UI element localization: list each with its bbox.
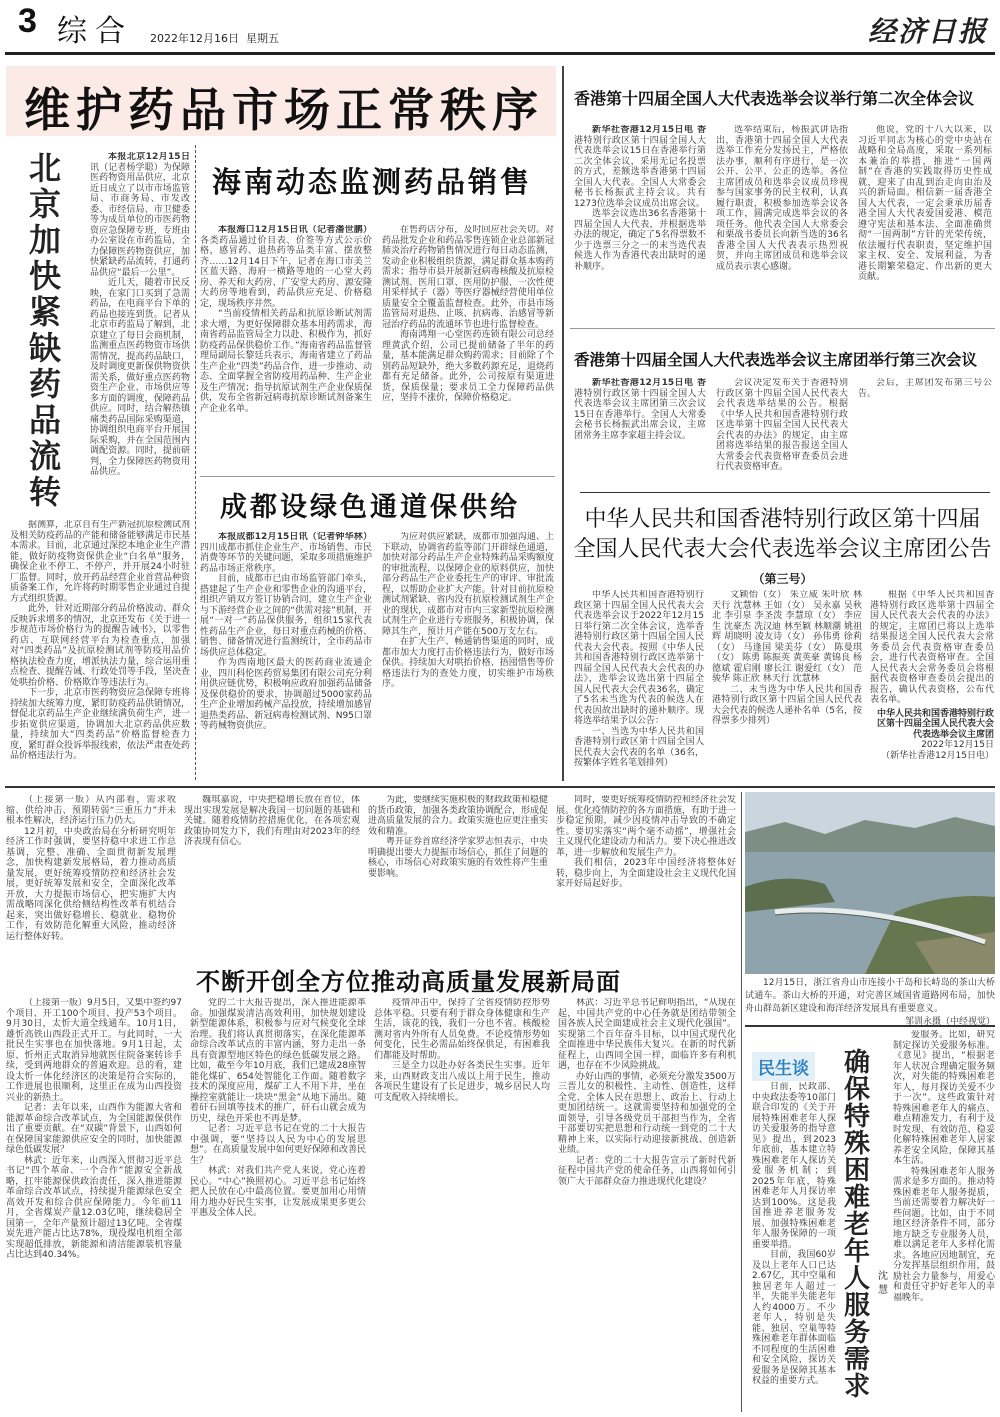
hk-presidium-col2: 会议决定发布关于香港特别行政区第十四届全国人民代表大会代表选举结果的公告。根据《中华人民共和国香港特别行政区选举第十四届全国人民代表大会代表的办法》的规定，由主席团将选举结果的报告报送全国人大常委会代表资格审查委员会进行代表资格审查。 — [716, 378, 848, 472]
notice-col2: 文颖怡（女） 朱立威 朱叶欣 林天行 沈慧林 王如（女） 吴永嘉 吴秋北 李引泉 李圣泼 李慧琼（女） 李应生 沈豪杰 冼汉迪 林至颖 林顺潮 姚祖辉 胡晓明 凌友诗（女） 孙伟勇 徐莉（女） 马逢国 梁美芬（女） 陈曼琪（女） 陈勇 陈振英 黄英豪 黄锦良 杨德斌 霍启刚 廖长江 谢爱红（女） 范骏华 陈正欣 林天行 沈慧林 二、未当选为中华人民共和国香港特别行政区第十四届全国人民代表大会代表的候选人递补名单（5名，按得票多少排列） — [712, 590, 862, 726]
hk-election-col1: 新华社香港12月15日电 香港特别行政区第十四届全国人大代表选举会议15日在香港举行第二次全体会议，采用无记名投票的方式，差额选举香港第十四届全国人大代表。全国人大常委会秘书长杨振武主持会议。共有1273位选举会议成员出席会议。 选举会议选出36名香港第十四届全国人大代表，并根据选举办法的规定，确定了5名得票数不少于选票三分之一的未当选代表候选人作为香港代表出缺时的递补顺序。 — [574, 125, 706, 272]
hk-election-headline: 香港第十四届全国人大代表选举会议举行第二次全体会议 — [574, 89, 975, 108]
photo-caption: 12月15日，浙江省舟山市连接小干岛和长峙岛的茶山大桥试通车。茶山大桥的开通，对完善区域国省道路网布局，加快舟山群岛新区建设和海洋经济发展具有重要意义。 邹训永摄（中经视觉） — [745, 978, 995, 1027]
hk-election-col2: 选举结束后，杨振武讲话指出，香港第十四届全国人大代表选举工作充分发扬民主，严格依法办事，顺利有序进行，是一次公开、公平、公正的选举。各位主席团成员和选举会议成员珍视参与国家事务的民主权利，认真履行职责，积极参加选举会议各项工作，圆满完成选举会议的各项任务。他代表全国人大常委会和栗战书委员长向新当选的36名香港全国人大代表表示热烈祝贺，并向主席团成员和选举会议成员表示衷心感谢。 — [716, 125, 848, 272]
section-name: 综合 — [57, 14, 133, 49]
issue-date: 2022年12月16日 星期五 — [150, 32, 279, 45]
page-number: 3 — [18, 2, 37, 40]
hainan-headline: 海南动态监测药品销售 — [212, 165, 533, 199]
continued-col2: 魏琪嘉说，中央把稳增长放在首位，体现出实现发展是解决我国一切问题的基础和关键。随着疫情防控措施优化，在各项宏观政策协同发力下，我们有理由对2023年的经济表现有信心。 — [184, 795, 360, 847]
interview-col4: 林武：习近平总书记鲜明指出，“从现在起，中国共产党的中心任务就是团结带领全国各族人民全面建成社会主义现代化强国”。实现第二个百年奋斗目标，以中国式现代化全面推进中华民族伟大复兴。在新的时代新征程上，山西同全国一样，面临许多有利机遇，也存在不少风险挑战。 办好山西的事情，必须充分激发3500万三晋儿女的积极性、主动性、创造性，这样全党、全体人民在思想上、政治上、行动上更加团结统一。这就需要坚持和加强党的全面领导，引导各级党员干部担当作为，全省干部要切实把思想和行动统一到党的二十大精神上来，以实际行动迎接新挑战、创造新业绩。 记者：党的二十大报告宣示了新时代新征程中国共产党的使命任务，山西将如何引领广大干部群众奋力推进现代化建设？ — [558, 998, 736, 1187]
bridge-photo-image — [745, 792, 995, 974]
bridge-photo — [745, 792, 995, 974]
hainan-article-col2: 在售药店分布，及时回应社会关切。对药品批发企业和药品零售连锁企业总部新冠肺炎治疗药物销售情况进行每日动态监测，发动企业积极组织货源，满足群众基本购药需求；指导市县开展新冠病毒核酸及抗原检测试剂、医用口罩、医用防护服、一次性使用采样拭子（器）等医疗器械经营使用单位质量安全全覆盖监督检查。此外，市县市场监管局对退热、止咳、抗病毒、治感冒等新冠治疗药品的流通环节也进行监督检查。 海南鸿翔一心堂医药连锁有限公司总经理黄武介绍，公司已提前储备了半年的药量，基本能满足群众购药需求；目前除了个别药品短缺外，绝大多数药源充足，退烧药都有充足储备。此外，公司按原有渠道进货，保质保量；要求员工全力保障药品供应，坚持不涨价，保障价格稳定。 — [382, 225, 554, 403]
hainan-article-col1: 本报海口12月15日讯（记者潘世鹏）各类药品通过价目表、价签等方式公示价格，感冒药、退热药等品类丰富、摆放整齐……12月14日下午，记者在海口市美兰区蓝天路、海府一横路等地的一心堂大药房、养天和大药房、广安堂大药房、源安隆大药房等地看到，药品供应充足、价格稳定，现场秩序井然。 “当前疫情相关药品和抗原诊断试剂需求大增，为更好保障群众基本用药需求，海南省药品监管局全力以赴、积极作为，抓好防疫药品保供稳价工作。”海南省药品监督管理局副局长黎廷兵表示，海南省建立了药品生产企业“四类”药品合作，进一步推动、动态、全面掌握全省防疫用药品种、生产企业及生产情况；指导抗原试剂生产企业保质保供，发布全省新冠病毒抗原诊断试剂备案生产企业名单。 — [200, 225, 372, 414]
chengdu-headline: 成都设绿色通道保供给 — [220, 492, 520, 523]
beijing-article-cont: 据测算，北京自有生产新冠抗原检测试剂及相关防疫药品的产能和储备能够满足市民基本需求。目前，北京通过深挖本地企业生产潜能，做好防疫物资保供企业“白名单”服务，确保企业不停工、不停产，并开展24小时驻厂监督。同时，放开药品经营企业首营品种资质备案工作，允许将药时期零售企业通过自提方式组织货源。 此外，针对近期部分药品价格波动、群众反映诉求增多的情况，北京还发布《关于进一步规范市场价格行为的提醒告诫书》，以零售药店、互联网经营平台为检查重点，加强对“四类药品”及抗原检测试剂等防疫用品价格执法检查力度，增派执法力量，综合运用重点检查、提醒告诫、行政处罚等手段，坚决查处哄抬价格、价格欺诈等违法行为。 下一步，北京市医药物资应急保障专班将持续加大统筹力度，紧盯防疫药品供销情况，督促北京药品生产企业继续满负荷生产，进一步拓宽供应渠道，协调加大北京药品供应数量，持续加大“四类药品”价格监督检查力度，紧盯群众投诉举报线索，依法严肃查处药品价格违法行为。 — [10, 520, 190, 761]
photo-credit: 邹训永摄（中经视觉） — [904, 1017, 995, 1027]
continued-col3: 为此，要继续实施积极的财政政策和稳健的货币政策，加强各类政策协调配合，形成促进高质量发展的合力。政策实施也应更注重实效和精准。 粤开证券首席经济学家罗志恒表示，中央明确提出要大力提振市场信心，抓住了问题的核心，市场信心对政策实施的有效性将产生重要影响。 — [368, 795, 548, 879]
notice-date: 2022年12月15日 — [921, 740, 994, 750]
opinion-col1: 日前，民政部、中央政法委等10部门联合印发的《关于开展特殊困难老年人探访关爱服务的指导意见》提出，到2023年底前，基本建立特殊困难老年人探访关爱服务机制；到2025年年底，特殊困难老年人月探访率达到100%。这是我国推进养老服务发展、加强特殊困难老年人服务保障的一项重要举措。 目前，我国60岁及以上老年人口已达2.67亿，其中空巢和独居老年人超过一半，失能半失能老年人约4000万。不少老年人，特别是失能、独居、空巢等特殊困难老年群体面临不同程度的生活困难和安全风险，探访关爱服务是保障其基本权益的重要方式。 — [752, 1082, 836, 1386]
notice-number: （第三号） — [752, 572, 813, 586]
section-banner — [6, 66, 556, 136]
notice-col3: 根据《中华人民共和国香港特别行政区选举第十四届全国人民代表大会代表的办法》的规定，主席团已将以上选举结果报送全国人民代表大会常务委员会代表资格审查委员会，进行代表资格审查。全国人民代表大会常务委员会将根据代表资格审查委员会提出的报告，确认代表资格，公布代表名单。 中华人民共和国香港特别行政区第十四届全国人民代表大会代表选举会议主席团 2022年12月15日 （新华社香港12月15日电） — [870, 590, 994, 761]
interview-col3: 疫情冲击中，保持了全省疫情防控形势总体平稳。只要有利于群众身体健康和生产生活，该花的钱，我们一分也不省。核酸检测对省内外所有人员免费。不论疫情形势如何变化，民生必需品始终保供足，有困难我们都能及时帮助。 三是全力以赴办好各类民生实事。近年来，山西财政支出八成以上用于民生，推动各项民生建设有了长足进步，城乡居民人均可支配收入持续增长。 — [374, 998, 550, 1103]
column-divider — [195, 145, 196, 780]
beijing-article: 本报北京12月15日讯（记者杨学聪）为保障医药物资用品供应，北京近日成立了以市市场监管局、市商务局、市发改委、市经信局、市卫健委等为成员单位的市医药物资应急保障专班，专班由办公室设在市药监局，全力保障医药物资供应，加快紧缺药品流转，打通药品供应“最后一公里”。 近几天，随着市民反映，在家门口买到了急需药品，在电商平台下单的药品也接连到货。记者从北京市药监局了解到，北京建立了每日会商机制，监测重点医药物资市场供需情况，提高药品缺口，及时调度更新保供物资供需关系，做好重点医药物资生产企业、市场供应等多方面的调度，保障药品供应。同时，结合解热镇痛类药品国际采购渠道，协调组织电商平台开展国际采购，并在全国范围内调配资源。同时，提前研判，全力保障医药物资用品供应。 — [90, 152, 190, 477]
chengdu-article-col2: 为应对供应紧缺，成都市加强沟通、上下联动，协调省药监等部门开辟绿色通道，加快对部分药品生产企业特殊药品采购额度的审批流程，以保障企业的原料供应，加快部分药品生产企业委托生产的审评、审批流程，以帮助企业扩大产能。针对目前抗原检测试剂紧缺、省内没有抗原检测试剂生产企业的现状，成都市对市内三家新型抗原检测试剂生产企业进行专班服务，积极协调，保障其生产，预计月产能在500万支左右。 在扩大生产、畅通销售渠道的同时，成都市加大力度打击价格违法行为，做好市场保供。持续加大对哄抬价格、捂囤惜售等价格违法行为的查处力度，切实维护市场秩序。 — [382, 532, 554, 689]
column-label: 民生谈 — [752, 1052, 815, 1081]
opinion-author: 沈慧 — [878, 1271, 888, 1296]
notice-signature: 中华人民共和国香港特别行政区第十四届全国人民代表大会代表选举会议主席团 — [876, 708, 994, 740]
hk-presidium-col3: 会后，主席团发布第三号公告。 — [858, 378, 992, 399]
interview-col1: （上接第一版）9月5日，又集中签约97个项目、开工100个项目、投产53个项目。9月30日，太忻大道全线通车。10月1日，雄忻高铁山西段正式开工。与此同时，一大批民生实事也在加快落地。9月1日起，太原、忻州正式取消异地就医住院备案转诊手续，受到两地群众的普遍欢迎。总的看，建设太忻一体化经济区的决策是符合实际的，工作进展也很顺利，这里正在成为山西投资兴业的新热土。 记者：去年以来，山西作为能源大省和能源革命综合改革试点，为全国能源保供作出了重要贡献。在“双碳”背景下，山西如何在保障国家能源供应安全的同时，加快能源绿色低碳发展？ 林武：近年来，山西深入贯彻习近平总书记“四个革命、一个合作”能源安全新战略，扛牢能源保供政治责任，深入推进能源革命综合改革试点，持续提升能源绿色安全高效开发和综合供应保障能力。今年前11月，全省煤炭产量12.03亿吨，继续稳居全国第一，全年产量预计超过13亿吨。全省煤炭先进产能占比达78%，现役煤电机组全部实现超低排放，新能源和清洁能源装机容量占比达到40.34%。 — [6, 998, 182, 1260]
interview-headline: 不断开创全方位推动高质量发展新局面 — [196, 968, 621, 996]
chengdu-article-col1: 本报成都12月15日讯（记者钟华林）四川成都市抓住企业生产、市场销售、市民消费等环节的关键问题，采取多项措施维护药品市场正常秩序。 目前，成都市已由市场监管部门牵头，搭建起了生产企业和零售企业的沟通平台，组织产销双方签订协销合同，建立生产企业与下游经营企业之间的“供需对接”机制，开展“一对一”药品保供服务，组织15家代表性药品生产企业，每日对重点药械的价格、销售、储备情况进行监测统计，全市药品市场供应总体稳定。 作为西南地区最大的医药商业流通企业，四川科伦医药贸易集团有限公司充分利用供应链优势，积极响应政府加强药品储备及保供稳价的要求，协调超过5000家药品生产企业增加药械产品投放，持续增加感冒退热类药品、新冠病毒检测试剂、N95口罩等药械物资供应。 — [200, 532, 372, 731]
section-divider — [562, 66, 564, 781]
continued-col4: 同时，要更好统筹疫情防控和经济社会发展。优化疫情防控的各方面措施，有助于进一步稳定预期，减少因疫情冲击导致的不确定性。要切实落实“两个毫不动摇”，增强社会主义现代化建设动力和活力。要下决心推进改革，进一步解放和发展生产力。 我们相信，2023年中国经济将整体好转，稳步向上，为全面建设社会主义现代化国家开好局起好步。 — [556, 795, 736, 889]
banner-title: 维护药品市场正常秩序 — [24, 83, 544, 137]
hk-presidium-headline: 香港第十四届全国人大代表选举会议主席团举行第三次会议 — [574, 351, 978, 369]
notice-source: （新华社香港12月15日电） — [881, 750, 994, 761]
opinion-rule — [745, 1025, 995, 1027]
notice-title: 中华人民共和国香港特别行政区第十四届 全国人民代表大会代表选举会议主席团公告 — [573, 507, 992, 562]
opinion-headline: 确保特殊困难老年人服务需求 — [843, 1048, 870, 1402]
notice-col1: 中华人民共和国香港特别行政区第十四届全国人民代表大会代表选举会议于2022年12月15日举行第二次全体会议，选举香港特别行政区第十四届全国人民代表大会代表。按照《中华人民共和国香港特别行政区选举第十四届全国人民代表大会代表的办法》，选举会议选出第十四届全国人民代表大会代表36名，确定了5名未当选为代表的候选人在代表因故出缺时的递补顺序。现将选举结果予以公告： 一、当选为中华人民共和国香港特别行政区第十四届全国人民代表大会代表的名单（36名，按繁体字姓名笔划排列） — [574, 590, 704, 768]
column-divider — [741, 792, 742, 1412]
article-divider — [200, 476, 555, 477]
hk-election-col3: 他说，党的十八大以来，以习近平同志为核心的党中央站在战略和全局高度，采取一系列标本兼治的举措，推进“一国两制”在香港的实践取得历史性成就，迎来了由乱到治走向由治及兴的新局面。相信新一届香港全国人大代表，一定会秉承历届香港全国人大代表爱国爱港、模范遵守宪法和基本法、全面准确贯彻“一国两制”方针的光荣传统，依法履行代表职责，坚定维护国家主权、安全、发展利益，为香港长期繁荣稳定、作出新的更大贡献。 — [858, 125, 992, 282]
beijing-headline: 北京加快紧缺药品流转 — [28, 149, 61, 511]
masthead-rule — [5, 52, 995, 55]
interview-col2: 党的二十大报告提出，深入推进能源革命。加强煤炭清洁高效利用，加快规划建设新型能源体系，积极参与应对气候变化全球治理。我们将认真贯彻落实，在深化能源革命综合改革试点的丰富内涵，努力走出一条具有资源型地区特色的绿色低碳发展之路。比如，截至今年10月底，我们已建成28座智能化煤矿、654处智能化工作面。随着数字技术的深度应用，煤矿工人不用下井，坐在操控室就能让一块块“黑金”从地下涌出。随着矸石回填等技术的推广，矸石山就会成为历史，绿色开采也不再是梦。 记者：习近平总书记在党的二十大报告中强调，要“坚持以人民为中心的发展思想”。在高质量发展中如何更好保障和改善民生？ 林武：对我们共产党人来说，党心连着民心。“中心”换照初心。习近平总书记始终把人民放在心中最高位置。要更加用心用情用力地办好民生实事，让发展成果更多更公平惠及全体人民。 — [190, 998, 366, 1218]
newspaper-logo: 经济日报 — [867, 15, 988, 48]
article-divider — [580, 492, 990, 493]
masthead — [0, 0, 1000, 56]
section-rule — [5, 786, 995, 788]
opinion-col2: 爱服务。比如，研究制定探访关爱服务标准。《意见》提出，“根据老年人状况合理确定服务频次，对失能的特殊困难老年人，每月探访关爱不少于一次”。这些政策针对特殊困难老年人的痛点、难点精准发力，有利于及时发现、有效防范、稳妥化解特殊困难老年人居家养老安全风险，保障其基本生活。 特殊困难老年人服务需求是多方面的。推动特殊困难老年人服务提质，当前还需要着力解决好一些问题。比如，由于不同地区经济条件不同，部分地方缺乏专业服务人员，难以满足老年人多样化需求。各地应因地制宜，充分发挥基层组织作用，鼓励社会力量参与，用爱心和责任守护好老年人的幸福晚年。 — [893, 1030, 995, 1303]
continued-col1: （上接第一版）从内部看，需求收缩、供给冲击、预期转弱“三重压力”并未根本性解决，经济运行压力仍大。 12月初，中央政治局在分析研究明年经济工作时强调，要坚持稳中求进工作总基调，完整、准确、全面贯彻新发展理念，加快构建新发展格局，着力推动高质量发展，更好统筹疫情防控和经济社会发展，更好统筹发展和安全，全面深化改革开放，大力提振市场信心，把实施扩大内需战略同深化供给侧结构性改革有机结合起来，突出做好稳增长、稳就业、稳物价工作，有效防范化解重大风险，推动经济运行整体好转。 — [6, 795, 176, 942]
article-divider — [570, 328, 995, 329]
hk-presidium-col1: 新华社香港12月15日电 香港特别行政区第十四届全国人大代表选举会议主席团第三次会议15日在香港举行。全国人大常委会秘书长杨振武出席会议，主席团常务主席李家超主持会议。 — [574, 378, 706, 441]
